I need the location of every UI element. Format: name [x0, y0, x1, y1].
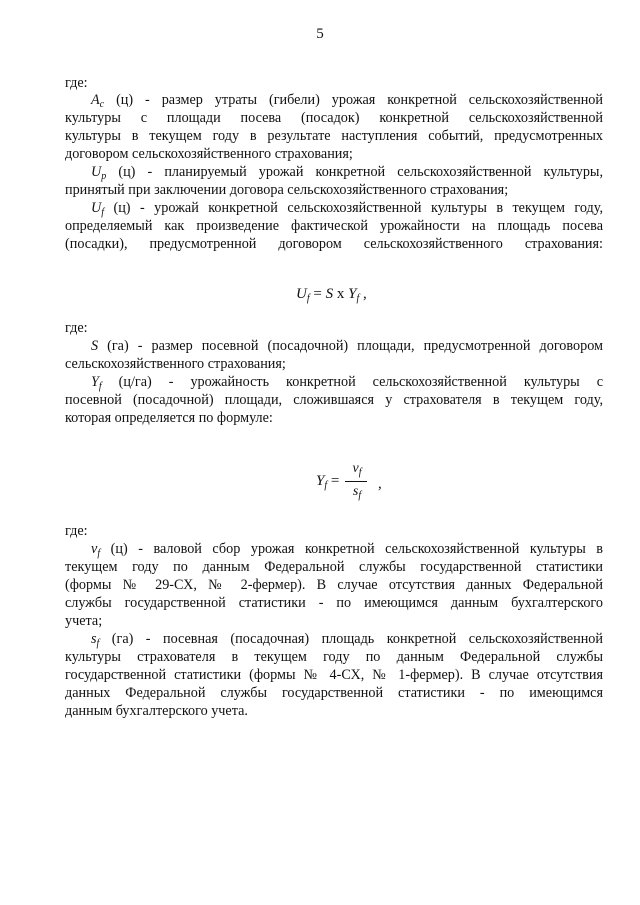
fraction-bar [345, 481, 367, 482]
page-number: 5 [316, 26, 324, 42]
where-label: где: [65, 75, 88, 91]
s-definition-line-1: S (га) - размер посевной (посадочной) площади, предусмотренной договором [91, 338, 603, 354]
ac-definition-line-2: культуры с площади посева (посадок) конкретной сельскохозяйственной [65, 110, 603, 126]
vf-definition-line-4: службы государственной статистики - по имеющимся данным бухгалтерского [65, 595, 603, 611]
vf-definition-line-5: учета; [65, 613, 103, 629]
vf-definition-line-2: текущем году по данным Федеральной службы государственной статистики [65, 559, 603, 575]
ac-definition-line-3: культуры в текущем году в результате наступления событий, предусмотренных [65, 128, 603, 144]
uf-definition-line-1: $U_f$ (ц) - урожай конкретной сельскохозяйственной культуры в текущем году, [91, 200, 603, 218]
up-definition-line-2: принятый при заключении договора сельскохозяйственного страхования; [65, 182, 509, 198]
where-label: где: [65, 320, 88, 336]
uf-definition-line-3: (посадки), предусмотренной договором сельскохозяйственного страхования: [65, 236, 603, 252]
fraction-denominator: $s_f$ [352, 484, 362, 501]
sf-definition-line-4: данных Федеральной службы государственной статистики - по имеющимся [65, 685, 603, 701]
yf-definition-line-2: посевной (посадочной) площади, сложившаяся у страхователя в текущем году, [65, 392, 603, 408]
yf-definition-line-3: которая определяется по формуле: [65, 410, 273, 426]
where-label: где: [65, 523, 88, 539]
ac-definition-line-1: $A_c$ (ц) - размер утраты (гибели) урожая конкретной сельскохозяйственной [91, 92, 603, 110]
formula-uf: $U_f = S$ x $Y_f$ , [296, 286, 367, 304]
s-definition-line-2: сельскохозяйственного страхования; [65, 356, 286, 372]
yf-definition-line-1: $Y_f$ (ц/га) - урожайность конкретной сельскохозяйственной культуры с [91, 374, 603, 392]
uf-definition-line-2: определяемый как произведение фактической урожайности на площадь посева [65, 218, 603, 234]
fraction-numerator: $v_f$ [352, 461, 362, 478]
ac-definition-line-4: договором сельскохозяйственного страхования; [65, 146, 353, 162]
vf-definition-line-3: (формы № 29-СХ, № 2-фермер). В случае отсутствия данных Федеральной [65, 577, 603, 593]
vf-definition-line-1: $v_f$ (ц) - валовой сбор урожая конкретной сельскохозяйственной культуры в [91, 541, 603, 559]
sf-definition-line-3: государственной статистики (формы № 4-СХ, № 1-фермер). В случае отсутствия [65, 667, 603, 683]
formula-yf-lhs: $Y_f$ = [316, 473, 340, 491]
formula-yf-comma: , [378, 476, 382, 492]
sf-definition-line-1: $s_f$ (га) - посевная (посадочная) площадь конкретной сельскохозяйственной [91, 631, 603, 649]
up-definition-line-1: $U_p$ (ц) - планируемый урожай конкретной сельскохозяйственной культуры, [91, 164, 603, 182]
sf-definition-line-2: культуры страхователя в текущем году по данным Федеральной службы [65, 649, 603, 665]
sf-definition-line-5: данным бухгалтерского учета. [65, 703, 248, 719]
